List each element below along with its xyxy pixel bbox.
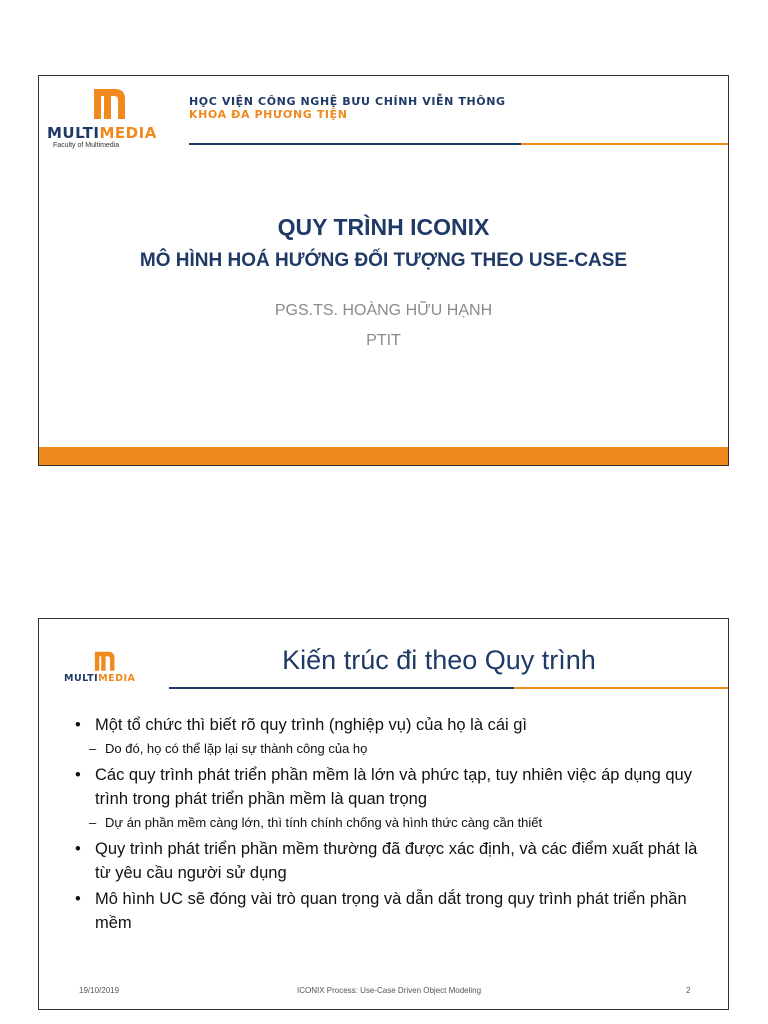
sub-bullet-text: Do đó, họ có thể lặp lại sự thành công của họ (105, 741, 368, 756)
sub-bullet-text: Dự án phần mềm càng lớn, thì tính chính chống và hình thức càng cần thiết (105, 815, 543, 830)
bullet-item (73, 837, 713, 885)
multimedia-logo-icon (93, 649, 117, 671)
header-rule-orange (521, 143, 728, 145)
bullet-item (73, 887, 713, 935)
bullet-dot: • (75, 716, 81, 734)
logo-word-multi: MULTI (47, 124, 100, 142)
multimedia-logo-icon (91, 85, 129, 119)
faculty-name: KHOA ĐA PHƯƠNG TIỆN (189, 108, 348, 121)
author: PGS.TS. HOÀNG HỮU HẠNH (274, 302, 493, 319)
header-rule-orange (514, 687, 728, 689)
bullet-dot: • (75, 890, 81, 908)
bullet-list (73, 713, 713, 937)
header-rule-blue (189, 143, 521, 145)
bullet-dot: • (75, 840, 81, 858)
logo-subtitle: Faculty of Multimedia (53, 142, 120, 149)
footer-page-number: 2 (686, 986, 691, 995)
bullet-dot: • (75, 766, 81, 784)
bullet-item (73, 713, 713, 737)
slide-title: Kiến trúc đi theo Quy trình (282, 645, 596, 675)
sub-bullet-item (73, 813, 713, 833)
logo-wordmark (64, 673, 135, 684)
footer-bar (39, 447, 728, 465)
bullet-text: Một tổ chức thì biết rõ quy trình (nghiệp vụ) của họ là cái gì (95, 716, 528, 734)
institute-name: HỌC VIỆN CÔNG NGHỆ BƯU CHÍNH VIỄN THÔNG (189, 95, 506, 108)
bullet-text: Quy trình phát triển phần mềm thường đã được xác định, và các điểm xuất phát là từ yêu cầu người sử dụng (95, 840, 698, 882)
sub-bullet-dash: – (89, 741, 97, 756)
presentation-title: QUY TRÌNH ICONIX (277, 214, 490, 240)
logo-word-media: MEDIA (98, 673, 136, 684)
slide-content (38, 618, 729, 1010)
slide-title (38, 75, 729, 466)
presentation-subtitle: MÔ HÌNH HOÁ HƯỚNG ĐỐI TƯỢNG THEO USE-CASE (139, 250, 628, 271)
logo-word-multi: MULTI (64, 673, 99, 684)
bullet-text: Mô hình UC sẽ đóng vài trò quan trọng và dẫn dắt trong quy trình phát triển phần mềm (95, 890, 687, 932)
header-rule-blue (169, 687, 514, 689)
footer-date: 19/10/2019 (79, 986, 120, 995)
logo-wordmark (47, 124, 157, 142)
bullet-item (73, 763, 713, 811)
sub-bullet-dash: – (89, 815, 97, 830)
logo-word-media: MEDIA (99, 124, 157, 142)
sub-bullet-item (73, 739, 713, 759)
organization: PTIT (366, 332, 401, 349)
footer-course: ICONIX Process: Use-Case Driven Object Modeling (297, 986, 482, 995)
bullet-text: Các quy trình phát triển phần mềm là lớn và phức tạp, tuy nhiên việc áp dụng quy trình trong phát triển phần mềm là quan trọng (95, 766, 692, 808)
